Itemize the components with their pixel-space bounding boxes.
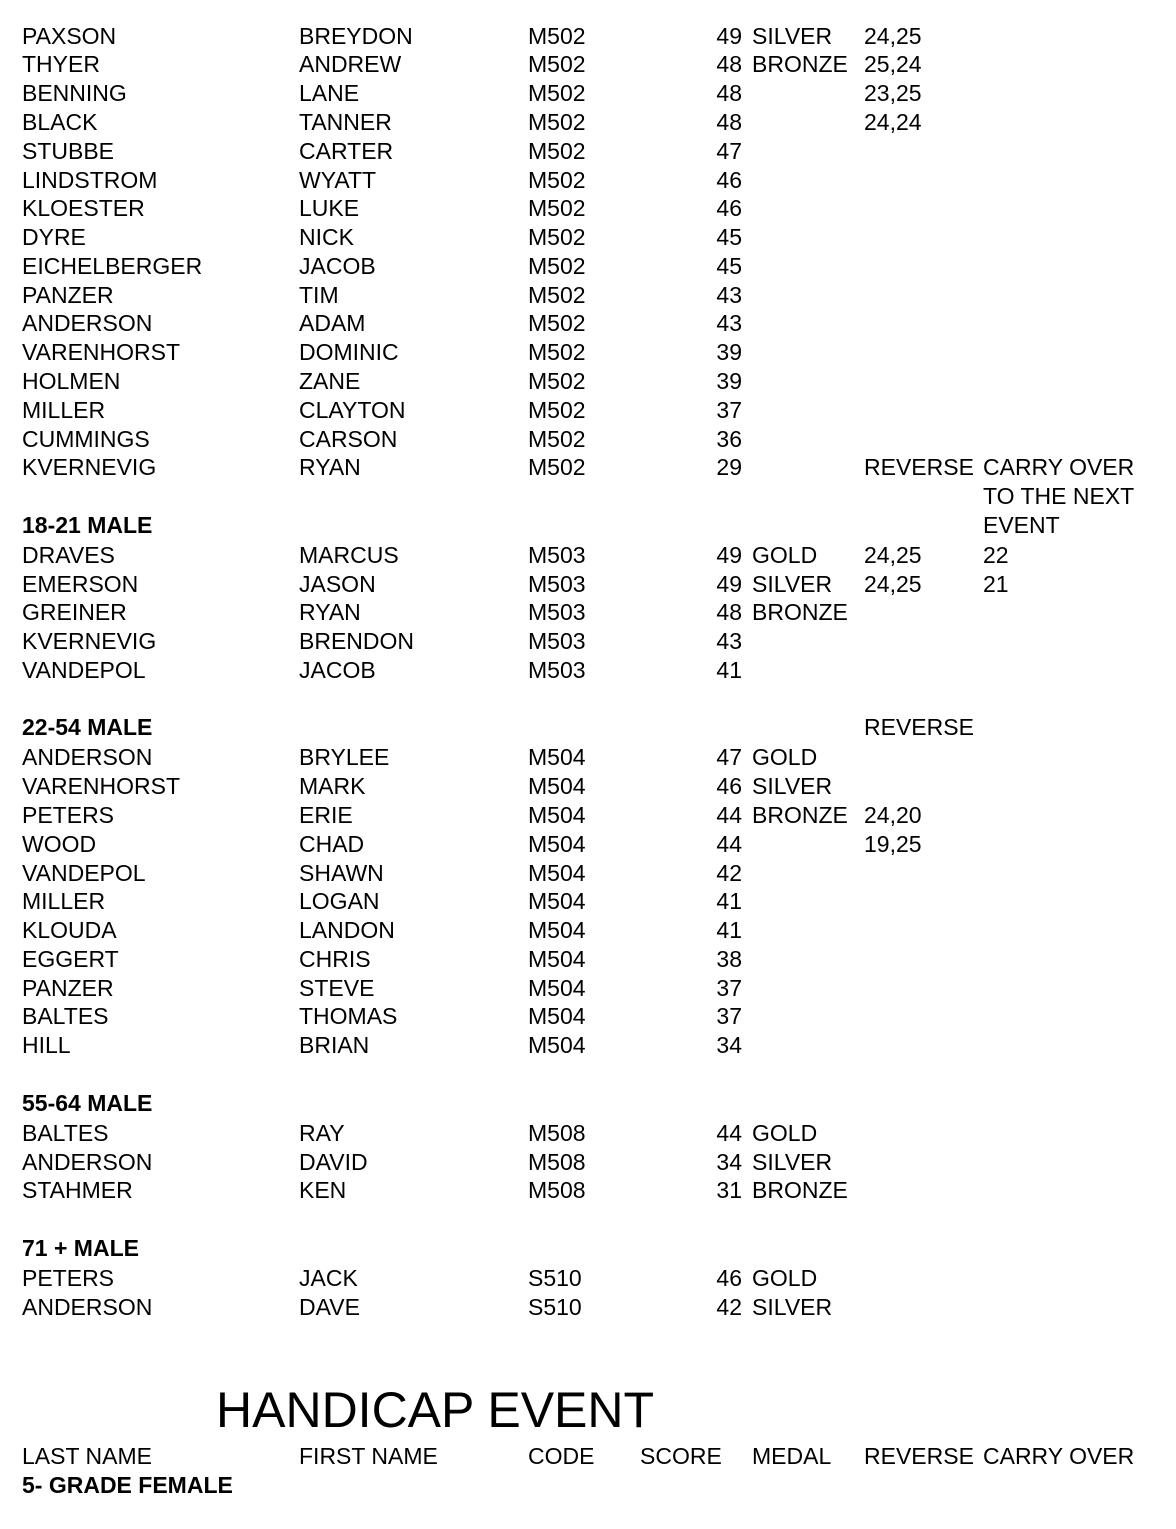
- table-row: [0, 252, 1100, 281]
- score: 49: [716, 23, 742, 49]
- table-row: [0, 656, 1100, 685]
- handicap-event-title: HANDICAP EVENT: [216, 1382, 655, 1438]
- score: 49: [716, 542, 742, 568]
- code: M502: [528, 426, 586, 452]
- code: S510: [528, 1294, 582, 1320]
- last-name: GREINER: [22, 599, 127, 625]
- score: 45: [716, 253, 742, 279]
- code: M508: [528, 1149, 586, 1175]
- first-name: LANDON: [299, 917, 395, 943]
- medal: SILVER: [752, 773, 833, 799]
- last-name: MILLER: [22, 397, 106, 423]
- table-row: [0, 541, 1100, 570]
- table-row: [0, 1264, 1100, 1293]
- carry-note-text: TO THE NEXT: [983, 483, 1135, 509]
- score: 42: [716, 860, 742, 886]
- table-row: [0, 22, 1100, 51]
- reverse: 24,20: [864, 802, 922, 828]
- code: M504: [528, 831, 586, 857]
- section-title: 18-21 MALE: [22, 512, 153, 538]
- code: M504: [528, 917, 586, 943]
- last-name: DYRE: [22, 224, 86, 250]
- first-name: ERIE: [299, 802, 353, 828]
- last-name: PANZER: [22, 282, 114, 308]
- first-name: STEVE: [299, 975, 375, 1001]
- carry-over: 21: [983, 571, 1009, 597]
- section-title: 5- GRADE FEMALE: [22, 1472, 233, 1498]
- section-title: 22-54 MALE: [22, 714, 153, 740]
- last-name: ANDERSON: [22, 744, 153, 770]
- table-row: [0, 974, 1100, 1003]
- code: M508: [528, 1177, 586, 1203]
- code: M502: [528, 339, 586, 365]
- last-name: HOLMEN: [22, 368, 121, 394]
- score: 37: [716, 397, 742, 423]
- last-name: PETERS: [22, 1265, 115, 1291]
- medal: GOLD: [752, 542, 818, 568]
- first-name: ANDREW: [299, 51, 402, 77]
- table-row: [0, 1002, 1100, 1031]
- score: 44: [716, 1120, 742, 1146]
- reverse: 23,25: [864, 80, 922, 106]
- score: 49: [716, 571, 742, 597]
- table-row: [0, 425, 1100, 454]
- table-row: [0, 887, 1100, 916]
- table-row: [0, 772, 1100, 801]
- table-row: [0, 570, 1100, 599]
- first-name: BRENDON: [299, 628, 415, 654]
- score: 39: [716, 368, 742, 394]
- score: 37: [716, 975, 742, 1001]
- medal: GOLD: [752, 1120, 818, 1146]
- table-row: [0, 859, 1100, 888]
- carry-over: 22: [983, 542, 1009, 568]
- medal: SILVER: [752, 1294, 833, 1320]
- score: 47: [716, 744, 742, 770]
- code: M504: [528, 773, 586, 799]
- section-title-5-grade-female: [0, 1471, 1100, 1500]
- score: 34: [716, 1032, 742, 1058]
- last-name: MILLER: [22, 888, 106, 914]
- last-name: BALTES: [22, 1120, 109, 1146]
- code: M504: [528, 1032, 586, 1058]
- last-name: KLOESTER: [22, 195, 145, 221]
- header-reverse: REVERSE: [864, 1443, 974, 1469]
- section-title: 55-64 MALE: [22, 1090, 153, 1116]
- code: M502: [528, 138, 586, 164]
- first-name: DAVE: [299, 1294, 360, 1320]
- score: 45: [716, 224, 742, 250]
- last-name: KLOUDA: [22, 917, 117, 943]
- code: M504: [528, 860, 586, 886]
- code: M502: [528, 224, 586, 250]
- table-row: [0, 223, 1100, 252]
- first-name: JACK: [299, 1265, 358, 1291]
- carry-note-line: [0, 482, 1135, 511]
- score: 46: [716, 773, 742, 799]
- table-row: [0, 1119, 1100, 1148]
- table-row: [0, 79, 1100, 108]
- medal: SILVER: [752, 1149, 833, 1175]
- first-name: BRYLEE: [299, 744, 390, 770]
- reverse: 24,25: [864, 571, 922, 597]
- first-name: TIM: [299, 282, 339, 308]
- code: M502: [528, 368, 586, 394]
- first-name: WYATT: [299, 167, 377, 193]
- score: 46: [716, 1265, 742, 1291]
- medal: GOLD: [752, 744, 818, 770]
- carry-note-text: EVENT: [983, 512, 1060, 538]
- code: M503: [528, 599, 586, 625]
- first-name: MARCUS: [299, 542, 399, 568]
- medal: SILVER: [752, 23, 833, 49]
- last-name: EMERSON: [22, 571, 139, 597]
- table-row: [0, 743, 1100, 772]
- medal: SILVER: [752, 571, 833, 597]
- reverse: 19,25: [864, 831, 922, 857]
- reverse-header: REVERSE: [864, 454, 974, 480]
- code: M503: [528, 657, 586, 683]
- header-last-name: LAST NAME: [22, 1443, 152, 1469]
- table-row: [0, 1031, 1100, 1060]
- last-name: THYER: [22, 51, 100, 77]
- code: S510: [528, 1265, 582, 1291]
- first-name: LOGAN: [299, 888, 380, 914]
- last-name: EICHELBERGER: [22, 253, 203, 279]
- score: 43: [716, 628, 742, 654]
- header-medal: MEDAL: [752, 1443, 832, 1469]
- first-name: RYAN: [299, 599, 361, 625]
- score: 42: [716, 1294, 742, 1320]
- last-name: LINDSTROM: [22, 167, 158, 193]
- score: 47: [716, 138, 742, 164]
- score: 43: [716, 282, 742, 308]
- reverse: 24,24: [864, 109, 922, 135]
- section-title: 71 + MALE: [22, 1235, 139, 1261]
- table-header: [0, 1442, 1135, 1471]
- last-name: VANDEPOL: [22, 860, 146, 886]
- code: M502: [528, 454, 586, 480]
- score: 41: [716, 888, 742, 914]
- first-name: CARSON: [299, 426, 398, 452]
- last-name: CUMMINGS: [22, 426, 150, 452]
- code: M502: [528, 253, 586, 279]
- code: M502: [528, 397, 586, 423]
- reverse: 24,25: [864, 23, 922, 49]
- code: M504: [528, 802, 586, 828]
- code: M502: [528, 51, 586, 77]
- last-name: STAHMER: [22, 1177, 133, 1203]
- code: M504: [528, 975, 586, 1001]
- table-row: [0, 801, 1100, 830]
- table-row: [0, 627, 1100, 656]
- table-row: [0, 945, 1100, 974]
- score: 41: [716, 917, 742, 943]
- first-name: MARK: [299, 773, 366, 799]
- last-name: DRAVES: [22, 542, 115, 568]
- section-title-22-54: [0, 713, 1100, 742]
- first-name: JACOB: [299, 657, 376, 683]
- first-name: JACOB: [299, 253, 376, 279]
- code: M504: [528, 946, 586, 972]
- first-name: NICK: [299, 224, 354, 250]
- first-name: RYAN: [299, 454, 361, 480]
- first-name: KEN: [299, 1177, 347, 1203]
- score: 48: [716, 51, 742, 77]
- code: M502: [528, 282, 586, 308]
- last-name: BENNING: [22, 80, 127, 106]
- score: 36: [716, 426, 742, 452]
- last-name: STUBBE: [22, 138, 115, 164]
- last-name: HILL: [22, 1032, 71, 1058]
- score: 48: [716, 80, 742, 106]
- first-name: JASON: [299, 571, 376, 597]
- medal: BRONZE: [752, 51, 848, 77]
- code: M504: [528, 1003, 586, 1029]
- score: 38: [716, 946, 742, 972]
- header-score: SCORE: [640, 1443, 722, 1469]
- table-row: [0, 916, 1100, 945]
- table-row: [0, 830, 1100, 859]
- score: 48: [716, 599, 742, 625]
- header-first-name: FIRST NAME: [299, 1443, 438, 1469]
- code: M503: [528, 571, 586, 597]
- first-name: BRIAN: [299, 1032, 370, 1058]
- last-name: PETERS: [22, 802, 115, 828]
- section-title-71-plus: [0, 1234, 1100, 1263]
- score: 48: [716, 109, 742, 135]
- table-row: [0, 108, 1100, 137]
- score: 44: [716, 831, 742, 857]
- carry-over-header: CARRY OVER: [983, 454, 1135, 480]
- score: 34: [716, 1149, 742, 1175]
- first-name: BREYDON: [299, 23, 413, 49]
- code: M502: [528, 195, 586, 221]
- code: M502: [528, 80, 586, 106]
- code: M504: [528, 744, 586, 770]
- medal: GOLD: [752, 1265, 818, 1291]
- last-name: ANDERSON: [22, 1149, 153, 1175]
- last-name: ANDERSON: [22, 1294, 153, 1320]
- table-row: [0, 166, 1100, 195]
- last-name: VARENHORST: [22, 339, 181, 365]
- code: M502: [528, 23, 586, 49]
- code: M502: [528, 109, 586, 135]
- table-row: [0, 281, 1100, 310]
- score: 46: [716, 195, 742, 221]
- last-name: BALTES: [22, 1003, 109, 1029]
- first-name: CHAD: [299, 831, 365, 857]
- first-name: DOMINIC: [299, 339, 399, 365]
- section-title-18-21: [0, 511, 1100, 540]
- header-code: CODE: [528, 1443, 595, 1469]
- table-row: [0, 453, 1135, 482]
- reverse: 24,25: [864, 542, 922, 568]
- first-name: TANNER: [299, 109, 392, 135]
- medal: BRONZE: [752, 802, 848, 828]
- score: 41: [716, 657, 742, 683]
- table-row: [0, 309, 1100, 338]
- section-title-55-64: [0, 1089, 1100, 1118]
- table-row: [0, 338, 1100, 367]
- first-name: ZANE: [299, 368, 361, 394]
- last-name: WOOD: [22, 831, 97, 857]
- table-row: [0, 1176, 1100, 1205]
- last-name: KVERNEVIG: [22, 454, 157, 480]
- score: 44: [716, 802, 742, 828]
- code: M502: [528, 310, 586, 336]
- score: 31: [716, 1177, 742, 1203]
- table-row: [0, 396, 1100, 425]
- last-name: VANDEPOL: [22, 657, 146, 683]
- last-name: VARENHORST: [22, 773, 181, 799]
- code: M503: [528, 628, 586, 654]
- score: 43: [716, 310, 742, 336]
- first-name: RAY: [299, 1120, 345, 1146]
- table-row: [0, 1148, 1100, 1177]
- last-name: PAXSON: [22, 23, 117, 49]
- first-name: SHAWN: [299, 860, 384, 886]
- reverse: 25,24: [864, 51, 922, 77]
- score: 37: [716, 1003, 742, 1029]
- last-name: BLACK: [22, 109, 98, 135]
- score: 29: [716, 454, 742, 480]
- code: M508: [528, 1120, 586, 1146]
- medal: BRONZE: [752, 599, 848, 625]
- first-name: CARTER: [299, 138, 394, 164]
- table-row: [0, 598, 1100, 627]
- table-row: [0, 50, 1100, 79]
- table-row: [0, 1293, 1100, 1322]
- first-name: CHRIS: [299, 946, 371, 972]
- code: M504: [528, 888, 586, 914]
- first-name: LANE: [299, 80, 360, 106]
- last-name: KVERNEVIG: [22, 628, 157, 654]
- score: 46: [716, 167, 742, 193]
- table-row: [0, 194, 1100, 223]
- code: M502: [528, 167, 586, 193]
- table-row: [0, 137, 1100, 166]
- first-name: ADAM: [299, 310, 366, 336]
- code: M503: [528, 542, 586, 568]
- score: 39: [716, 339, 742, 365]
- first-name: LUKE: [299, 195, 360, 221]
- table-row: [0, 367, 1100, 396]
- last-name: ANDERSON: [22, 310, 153, 336]
- header-carry-over: CARRY OVER: [983, 1443, 1135, 1469]
- first-name: THOMAS: [299, 1003, 398, 1029]
- first-name: DAVID: [299, 1149, 368, 1175]
- last-name: EGGERT: [22, 946, 119, 972]
- last-name: PANZER: [22, 975, 114, 1001]
- reverse-header: REVERSE: [864, 714, 974, 740]
- first-name: CLAYTON: [299, 397, 406, 423]
- medal: BRONZE: [752, 1177, 848, 1203]
